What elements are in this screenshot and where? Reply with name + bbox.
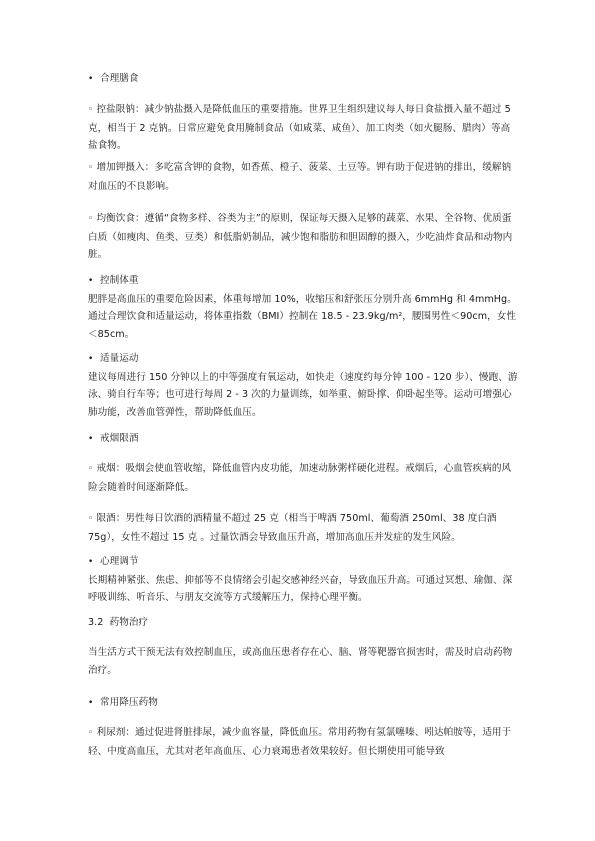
section-weight-control [88, 272, 518, 343]
bullet-icon: • [88, 354, 94, 364]
sub-bullet-icon: ◦ [88, 464, 94, 474]
paragraph-salt-limit [88, 101, 518, 155]
sub-bullet-icon: ◦ [88, 514, 94, 524]
paragraph-text: 长期精神紧张、焦虑、抑郁等不良情绪会引起交感神经兴奋，导致血压升高。可通过冥想、瑜伽、深呼吸训练、听音乐、与朋友交流等方式缓解压力，保持心理平衡。 [88, 574, 513, 603]
subsection-number: 3.2 [88, 617, 104, 628]
paragraph-potassium [88, 159, 518, 195]
sub-bullet-icon: ◦ [88, 728, 94, 738]
paragraph-quit-smoking [88, 460, 518, 496]
heading-text: 心理调节 [100, 556, 139, 567]
sub-bullet-icon: ◦ [88, 214, 94, 224]
paragraph-text: 建议每周进行 150 分钟以上的中等强度有氧运动，如快走（速度约每分钟 100 - 120 步）、慢跑、游泳、骑自行车等；也可进行每周 2 - 3 次的力量训练，如举重、俯卧撑、仰卧起坐等。运动可增强心肺功能，改善血管弹性，帮助降低血压。 [88, 371, 518, 418]
sub-bullet-icon: ◦ [88, 105, 94, 115]
heading-text: 合理膳食 [100, 73, 139, 84]
heading-text: 适量运动 [100, 353, 139, 364]
bullet-icon: • [88, 276, 94, 286]
section-mental-health [88, 553, 518, 607]
section-heading-diet [88, 70, 518, 89]
paragraph-limit-alcohol [88, 510, 518, 546]
paragraph-balanced-diet [88, 210, 518, 264]
heading-text: 控制体重 [100, 275, 139, 286]
bullet-icon: • [88, 557, 94, 567]
paragraph-text: 当生活方式干预无法有效控制血压，或高血压患者存在心、脑、肾等靶器官损害时，需及时启动药物治疗。 [88, 647, 513, 676]
bullet-icon: • [88, 434, 94, 444]
heading-text: 戒烟限酒 [100, 433, 139, 444]
bullet-icon: • [88, 74, 94, 84]
paragraph-text: 限酒：男性每日饮酒的酒精量不超过 25 克（相当于啤酒 750ml、葡萄酒 250ml、38 度白酒 75g），女性不超过 15 克 。过量饮酒会导致血压升高，增加高血压并发症的发生风险。 [88, 513, 497, 543]
sub-bullet-icon: ◦ [88, 163, 94, 173]
paragraph-text: 增加钾摄入：多吃富含钾的食物，如香蕉、橙子、菠菜、土豆等。钾有助于促进钠的排出，缓解钠对血压的不良影响。 [88, 162, 512, 192]
paragraph-text: 均衡饮食：遵循“食物多样、谷类为主”的原则，保证每天摄入足够的蔬菜、水果、全谷物、优质蛋白质（如瘦肉、鱼类、豆类）和低脂奶制品，减少饱和脂肪和胆固醇的摄入，少吃油炸食品和动物内脏。 [88, 213, 513, 260]
bullet-icon: • [88, 698, 94, 708]
section-heading-common-drugs [88, 694, 518, 713]
section-exercise [88, 350, 518, 421]
paragraph-text: 控盐限钠：减少钠盐摄入是降低血压的重要措施。世界卫生组织建议每人每日食盐摄入量不超过 5 克，相当于 2 克钠。日常应避免食用腌制食品（如咸菜、咸鱼）、加工肉类（如火腿肠、腊肉）等高盐食物。 [88, 104, 511, 151]
subsection-text: 药物治疗 [109, 617, 149, 628]
paragraph-diuretics [88, 724, 518, 760]
paragraph-text: 利尿剂：通过促进肾脏排尿，减少血容量，降低血压。常用药物有氢氯噻嗪、吲达帕胺等，适用于轻、中度高血压，尤其对老年高血压、心力衰竭患者效果较好。但长期使用可能导致 [88, 727, 512, 757]
paragraph-text: 戒烟：吸烟会使血管收缩，降低血管内皮功能，加速动脉粥样硬化进程。戒烟后，心血管疾病的风险会随着时间逐渐降低。 [88, 463, 512, 493]
section-heading-smoking-alcohol [88, 430, 518, 449]
subsection-title [88, 614, 518, 632]
paragraph-drug-intro [88, 644, 518, 679]
paragraph-text: 肥胖是高血压的重要危险因素，体重每增加 10%，收缩压和舒张压分别升高 6mmHg 和 4mmHg。通过合理饮食和适量运动，将体重指数（BMI）控制在 18.5 - 23.9kg/m²，腰围男性＜90cm，女性＜85cm。 [88, 293, 517, 340]
heading-text: 常用降压药物 [100, 697, 158, 708]
